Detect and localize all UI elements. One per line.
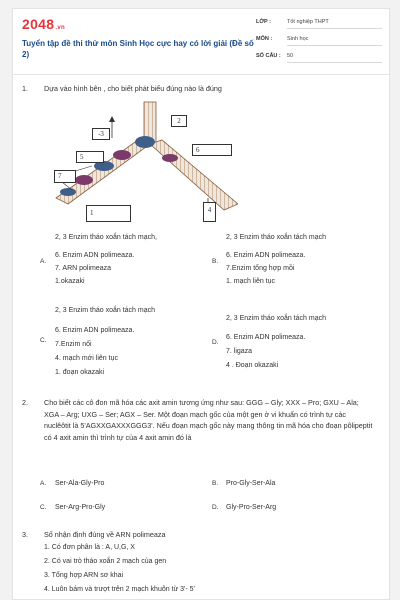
exam-title: Tuyển tập đề thi thử môn Sinh Học cực hay có lời giải (Đề số 2) — [22, 39, 254, 59]
option-line: 7. ligaza — [226, 348, 253, 355]
option-line: 7.Enzim tổng hợp mồi — [226, 265, 295, 272]
subject-value: Sinh học — [287, 36, 382, 46]
figure-label-4: 4 — [203, 202, 216, 222]
exam-header — [13, 9, 390, 75]
statement-4: 4. Luôn bám và trượt trên 2 mạch khuôn từ 3'- 5' — [44, 586, 195, 593]
option-line: 1. mạch liên tục — [226, 278, 276, 285]
option-line: 1.okazaki — [55, 278, 85, 285]
option-line: 4. mạch mới liên tục — [55, 355, 118, 362]
statement-1: 1. Có đơn phân là : A, U,G, X — [44, 544, 135, 551]
count-value: 50 — [287, 53, 382, 63]
logo-text: 2048 — [22, 16, 55, 32]
option-line: 2, 3 Enzim tháo xoắn tách mạch — [226, 315, 326, 322]
option-text: Gly-Pro-Ser-Arg — [226, 504, 277, 511]
class-label: LỚP : — [256, 19, 271, 25]
option-letter: C. — [40, 504, 47, 511]
option-line: 6. Enzim ADN polimeaza. — [55, 327, 135, 334]
statement-3: 3. Tổng hợp ARN sơ khai — [44, 572, 124, 579]
question-text: Số nhận định đúng về ARN polimeaza — [44, 530, 166, 539]
figure-label-1: 1 — [86, 205, 131, 222]
option-letter: A. — [40, 258, 47, 265]
dna-replication-figure — [32, 100, 238, 225]
option-letter: A. — [40, 480, 47, 487]
option-text: Pro-Gly-Ser-Ala — [226, 480, 276, 487]
question-3 — [22, 529, 382, 543]
site-logo[interactable] — [22, 16, 65, 32]
question-number: 1. — [22, 84, 28, 93]
figure-label-3: -3 — [92, 128, 110, 140]
option-letter: D. — [212, 504, 219, 511]
option-letter: B. — [212, 480, 219, 487]
option-letter: C. — [40, 337, 47, 344]
question-1 — [22, 83, 382, 97]
question-2 — [22, 397, 382, 469]
exam-page — [12, 8, 390, 600]
statement-2: 2. Có vai trò tháo xoắn 2 mạch của gen — [44, 558, 167, 565]
option-text: Ser-Ala-Gly-Pro — [55, 480, 105, 487]
option-line: 2, 3 Enzim tháo xoắn tách mạch — [226, 234, 326, 241]
logo-suffix: .vn — [55, 25, 65, 31]
option-letter: B. — [212, 258, 219, 265]
option-line: 2, 3 Enzim tháo xoắn tách mạch — [55, 307, 155, 314]
option-line: 6. Enzim ADN polimeaza. — [226, 252, 306, 259]
figure-label-2: 2 — [171, 115, 187, 127]
question-text: Dựa vào hình bên , cho biết phát biểu đúng nào là đúng — [44, 84, 222, 93]
option-line: 7.Enzim nối — [55, 341, 92, 348]
question-number: 3. — [22, 530, 28, 539]
option-line: 7. ARN polimeaza — [55, 265, 112, 272]
option-line: 6. Enzim ADN polimeaza. — [55, 252, 135, 259]
question-number: 2. — [22, 398, 28, 407]
option-line: 6. Enzim ADN polimeaza. — [226, 334, 306, 341]
option-text: Ser-Arg-Pro-Gly — [55, 504, 106, 511]
figure-label-5: 5 — [76, 151, 104, 163]
count-label: SỐ CÂU : — [256, 53, 281, 59]
figure-label-6: 6 — [192, 144, 232, 156]
class-value: Tốt nghiệp THPT — [287, 19, 382, 29]
question-text: Cho biết các cô đon mã hóa các axit amin tương ứng như sau: GGG – Gly; XXX – Pro; GXU – Ala; XGA – Arg; UXG – Ser; AGX – Ser. Một đoạn mạch gốc của một gen ở vi khuẩn có trình tự các nuclêôtit là 5'AGXXGAXXXGGG3'. Nếu đoạn mạch gốc này mang thông tin mã hóa cho đoạn pôlipeptit có 4 axit amin thì trình tự của 4 axit amin đó là — [44, 398, 373, 442]
subject-label: MÔN : — [256, 36, 273, 42]
option-line: 1. đoạn okazaki — [55, 369, 105, 376]
option-line: 2, 3 Enzim tháo xoắn tách mạch, — [55, 234, 157, 241]
option-line: 4 . Đoạn okazaki — [226, 362, 279, 369]
figure-label-7: 7 — [54, 170, 76, 183]
option-letter: D. — [212, 339, 219, 346]
